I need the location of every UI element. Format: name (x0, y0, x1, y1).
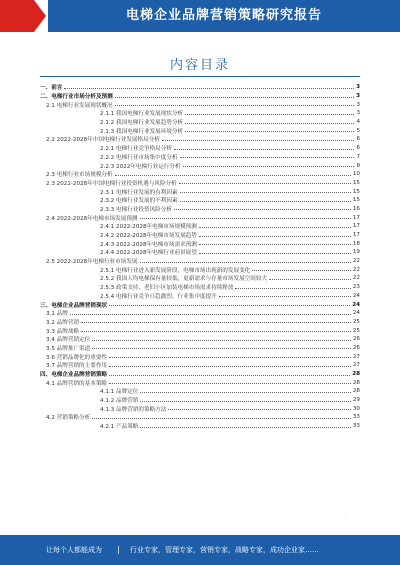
toc-entry-title: 2.1.2 我国电梯行业发展趋势分析 (100, 120, 184, 127)
toc-leader-dots (185, 131, 354, 132)
toc-leader-dots (109, 357, 351, 358)
toc-entry[interactable] (40, 309, 360, 318)
toc-entry[interactable] (40, 135, 360, 144)
toc-entry-title: 2.3.3 电梯行业投资风险分析 (100, 206, 172, 213)
toc-entry-page: 3 (356, 93, 360, 100)
toc-leader-dots (168, 409, 351, 410)
toc-entry[interactable] (40, 161, 360, 170)
toc-entry-page: 33 (352, 423, 360, 430)
toc-entry[interactable] (40, 187, 360, 196)
toc-leader-dots (180, 192, 351, 193)
toc-entry[interactable] (40, 335, 360, 344)
toc-entry-title: 2.5 2022-2028年电梯行业市场发展 (46, 259, 138, 266)
toc-leader-dots (92, 348, 351, 349)
toc-leader-dots (180, 157, 355, 158)
toc-entry[interactable] (40, 239, 360, 248)
table-of-contents (40, 83, 360, 431)
toc-entry-page: 3 (356, 101, 360, 108)
footer-divider (118, 546, 119, 554)
toc-entry-page: 15 (352, 179, 360, 186)
toc-entry[interactable] (40, 352, 360, 361)
toc-entry-title: 3.1 品牌 (46, 311, 68, 318)
toc-entry-title: 二、电梯行业市场分析及预测 (40, 94, 113, 101)
toc-leader-dots (140, 392, 350, 393)
toc-entry[interactable] (40, 144, 360, 153)
toc-leader-dots (140, 427, 350, 428)
toc-entry[interactable] (40, 92, 360, 101)
toc-entry[interactable] (40, 170, 360, 179)
toc-entry-title: 2.4 2022-2028年电梯市场发展预测 (46, 215, 138, 222)
toc-leader-dots (109, 383, 351, 384)
toc-entry[interactable] (40, 231, 360, 240)
toc-leader-dots (174, 149, 354, 150)
report-title: 电梯企业品牌营销策略研究报告 (125, 8, 322, 23)
toc-entry-title: 2.4.4 2022-2028年电梯行业前景展望 (100, 250, 197, 257)
toc-leader-dots (109, 305, 350, 306)
toc-entry[interactable] (40, 387, 360, 396)
toc-entry-title: 2.2.1 电梯行业竞争格局分析 (100, 146, 172, 153)
toc-entry-page: 6 (356, 136, 360, 143)
toc-leader-dots (199, 244, 351, 245)
toc-leader-dots (199, 253, 351, 254)
toc-entry[interactable] (40, 118, 360, 127)
toc-leader-dots (115, 97, 354, 98)
toc-leader-dots (180, 201, 351, 202)
toc-entry-page: 10 (352, 171, 360, 178)
toc-leader-dots (219, 296, 351, 297)
toc-entry-title: 2.1 电梯行业发展现状概况 (46, 102, 113, 109)
toc-entry-title: 2.4.3 2022-2028年电梯市场需求预测 (100, 241, 197, 248)
footer-slogan-left: 让每个人都能成为 (46, 546, 102, 554)
toc-entry[interactable] (40, 248, 360, 257)
toc-entry[interactable] (40, 344, 360, 353)
toc-entry[interactable] (40, 222, 360, 231)
toc-entry-page: 33 (352, 414, 360, 421)
toc-entry[interactable] (40, 292, 360, 301)
toc-entry-title: 2.5.2 我国人均电梯保有量较低，更新需求与存量市场发展空间较大 (100, 276, 268, 283)
toc-entry-page: 24 (352, 301, 360, 308)
toc-entry-title: 3.7 品牌营销的主要作用 (46, 363, 108, 370)
toc-entry-page: 17 (352, 232, 360, 239)
toc-entry-page: 22 (352, 275, 360, 282)
toc-leader-dots (109, 375, 350, 376)
page-marker: · (345, 512, 347, 518)
toc-entry-page: 8 (356, 162, 360, 169)
toc-leader-dots (92, 418, 351, 419)
toc-entry-page: 22 (352, 258, 360, 265)
toc-entry[interactable] (40, 205, 360, 214)
toc-entry[interactable] (40, 361, 360, 370)
toc-entry-title: 4.2 营销策略分析 (46, 415, 91, 422)
toc-leader-dots (179, 183, 351, 184)
toc-leader-dots (115, 175, 351, 176)
toc-entry-page: 25 (352, 327, 360, 334)
toc-entry[interactable] (40, 413, 360, 422)
toc-entry-page: 23 (352, 284, 360, 291)
toc-leader-dots (64, 88, 354, 89)
toc-entry[interactable] (40, 422, 360, 431)
toc-entry-title: 2.2.3 2022年电梯行业运行分析 (100, 163, 181, 170)
toc-entry-title: 3.5 品牌推广渠道 (46, 345, 91, 352)
toc-entry-title: 2.3.2 电梯行业发展的不利因素 (100, 198, 178, 205)
footer-band (0, 535, 400, 565)
toc-entry-title: 4.2.1 产品策略 (100, 424, 139, 431)
toc-entry[interactable] (40, 283, 360, 292)
toc-entry-title: 2.3 2022-2028年中国电梯行业投资机遇与风险分析 (46, 180, 177, 187)
toc-leader-dots (235, 288, 350, 289)
toc-entry-title: 一、前言 (40, 85, 63, 92)
toc-entry[interactable] (40, 318, 360, 327)
toc-leader-dots (174, 209, 351, 210)
toc-entry-page: 18 (352, 240, 360, 247)
toc-heading: 内容目录 (169, 58, 230, 73)
toc-entry-page: 26 (352, 336, 360, 343)
toc-entry-page: 15 (352, 188, 360, 195)
toc-entry[interactable] (40, 274, 360, 283)
toc-entry[interactable] (40, 213, 360, 222)
toc-entry-page: 28 (352, 388, 360, 395)
toc-entry-page: 28 (352, 371, 360, 378)
toc-entry-page: 19 (352, 249, 360, 256)
toc-entry-title: 四、电梯企业品牌营销策略 (40, 372, 108, 379)
toc-entry-page: 24 (352, 310, 360, 317)
toc-entry[interactable] (40, 404, 360, 413)
toc-entry-title: 2.2.2 电梯行业市场集中度分析 (100, 154, 178, 161)
toc-leader-dots (81, 322, 351, 323)
toc-entry[interactable] (40, 326, 360, 335)
toc-leader-dots (92, 340, 351, 341)
toc-entry-title: 2.1.3 我国电梯行业发展环境分析 (100, 128, 184, 135)
toc-entry[interactable] (40, 109, 360, 118)
toc-entry[interactable] (40, 378, 360, 387)
toc-entry[interactable] (40, 100, 360, 109)
toc-entry-page: 29 (352, 397, 360, 404)
toc-entry-page: 15 (352, 197, 360, 204)
toc-leader-dots (252, 270, 351, 271)
toc-entry-title: 2.4.2 2022-2028年电梯市场发展趋势 (100, 233, 197, 240)
toc-entry-title: 3.2 品牌营销 (46, 319, 80, 326)
toc-entry-title: 4.1.2 品牌营销 (100, 398, 139, 405)
toc-entry-page: 27 (352, 353, 360, 360)
toc-entry-page: 17 (352, 223, 360, 230)
toc-leader-dots (185, 123, 354, 124)
toc-entry[interactable] (40, 300, 360, 309)
toc-entry[interactable] (40, 257, 360, 266)
toc-entry-page: 30 (352, 405, 360, 412)
toc-entry-title: 2.4.1 2022-2028年电梯市场规模预测 (100, 224, 197, 231)
toc-entry-title: 三、电梯企业品牌营销现状 (40, 302, 108, 309)
header-red-tab (0, 0, 34, 32)
toc-entry-page: 28 (352, 379, 360, 386)
toc-entry-title: 3.6 营销品牌化的重要性 (46, 354, 108, 361)
toc-entry-title: 2.5.4 电梯行业竞争日趋激烈，行业集中度提升 (100, 293, 217, 300)
toc-entry-title: 2.3.1 电梯行业发展的有利因素 (100, 189, 178, 196)
toc-entry-title: 2.5.1 电梯行业进入新发展阶段，电梯市场出现新的发展变化 (100, 267, 251, 274)
toc-entry-page: 25 (352, 318, 360, 325)
toc-entry-page: 26 (352, 344, 360, 351)
toc-leader-dots (269, 279, 351, 280)
toc-entry[interactable] (40, 179, 360, 188)
toc-entry[interactable] (40, 265, 360, 274)
toc-entry[interactable] (40, 396, 360, 405)
toc-entry-page: 17 (352, 214, 360, 221)
toc-leader-dots (140, 401, 350, 402)
toc-entry-title: 4.1 品牌营销的基本策略 (46, 380, 108, 387)
toc-entry[interactable] (40, 126, 360, 135)
toc-leader-dots (115, 105, 355, 106)
toc-leader-dots (109, 366, 351, 367)
toc-leader-dots (199, 227, 351, 228)
toc-leader-dots (162, 140, 355, 141)
toc-entry-page: 3 (356, 110, 360, 117)
toc-entry-page: 22 (352, 266, 360, 273)
toc-entry-title: 2.3 电梯行业市场规模分析 (46, 172, 113, 179)
toc-entry-page: 5 (356, 127, 360, 134)
toc-heading-rule (40, 76, 360, 77)
toc-leader-dots (183, 166, 355, 167)
toc-entry-page: 3 (356, 84, 360, 91)
toc-leader-dots (199, 236, 351, 237)
toc-entry-page: 16 (352, 205, 360, 212)
toc-entry[interactable] (40, 83, 360, 92)
toc-entry[interactable] (40, 153, 360, 162)
toc-entry[interactable] (40, 196, 360, 205)
toc-entry-page: 6 (356, 145, 360, 152)
toc-entry-title: 3.4 品牌营销定位 (46, 337, 91, 344)
toc-entry-page: 4 (356, 119, 360, 126)
toc-entry-page: 27 (352, 362, 360, 369)
toc-entry-title: 2.1.1 我国电梯行业发展现状分析 (100, 111, 184, 118)
toc-leader-dots (140, 218, 351, 219)
toc-entry-title: 4.1.1 品牌定位 (100, 389, 139, 396)
toc-entry-title: 4.1.3 品牌营销的策略方法 (100, 406, 167, 413)
toc-entry-page: 7 (356, 153, 360, 160)
toc-leader-dots (185, 114, 354, 115)
toc-entry[interactable] (40, 370, 360, 379)
toc-entry-title: 2.2 2022-2028年中国电梯行业发展格局分析 (46, 137, 160, 144)
toc-leader-dots (70, 314, 351, 315)
footer-slogan-right: 行业专家，管理专家，营销专家，战略专家，成功企业家…… (130, 546, 319, 554)
toc-entry-title: 2.5.3 政策支持，老旧小区加装电梯市场需求持续释放 (100, 285, 234, 292)
toc-leader-dots (140, 262, 351, 263)
toc-leader-dots (81, 331, 351, 332)
toc-entry-page: 24 (352, 292, 360, 299)
toc-entry-title: 3.3 品牌战略 (46, 328, 80, 335)
